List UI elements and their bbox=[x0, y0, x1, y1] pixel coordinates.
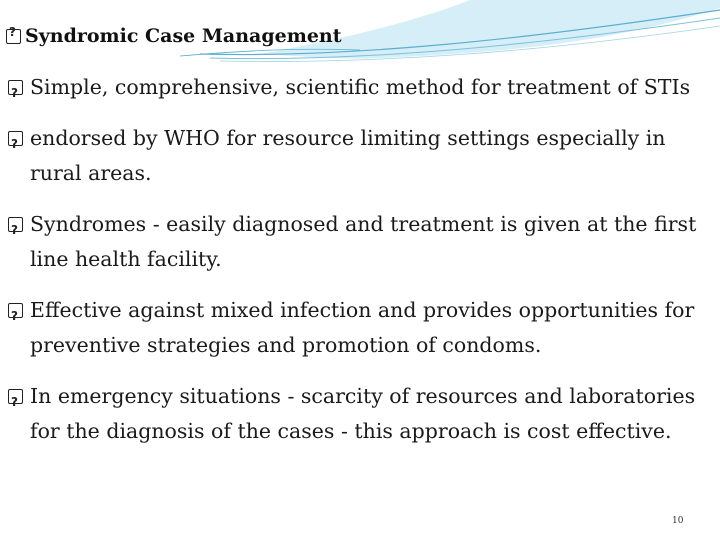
slide-title-text: Syndromic Case Management bbox=[25, 25, 342, 47]
bullet-item bbox=[6, 121, 711, 191]
bullet-text: Syndromes - easily diagnosed and treatment is given at the first line health facility. bbox=[30, 212, 697, 271]
checkbox-bullet-icon bbox=[8, 303, 23, 318]
bullet-item bbox=[6, 293, 711, 363]
checkbox-bullet-icon bbox=[8, 389, 23, 404]
checkbox-bullet-icon bbox=[8, 131, 23, 146]
bullet-list bbox=[6, 70, 711, 465]
page-number: 10 bbox=[672, 516, 684, 526]
bullet-item bbox=[6, 379, 711, 449]
bullet-item bbox=[6, 207, 711, 277]
bullet-text: endorsed by WHO for resource limiting settings especially in rural areas. bbox=[30, 126, 666, 185]
bullet-text: In emergency situations - scarcity of resources and laboratories for the diagnosis of the cases - this approach is cost effective. bbox=[30, 384, 696, 443]
checkbox-bullet-icon bbox=[6, 29, 21, 44]
checkbox-bullet-icon bbox=[8, 80, 23, 95]
checkbox-bullet-icon bbox=[8, 217, 23, 232]
bullet-text: Effective against mixed infection and provides opportunities for preventive strategies and promotion of condoms. bbox=[30, 298, 695, 357]
bullet-item bbox=[6, 70, 711, 105]
slide-title bbox=[6, 25, 342, 47]
bullet-text: Simple, comprehensive, scientific method for treatment of STIs bbox=[30, 75, 691, 99]
